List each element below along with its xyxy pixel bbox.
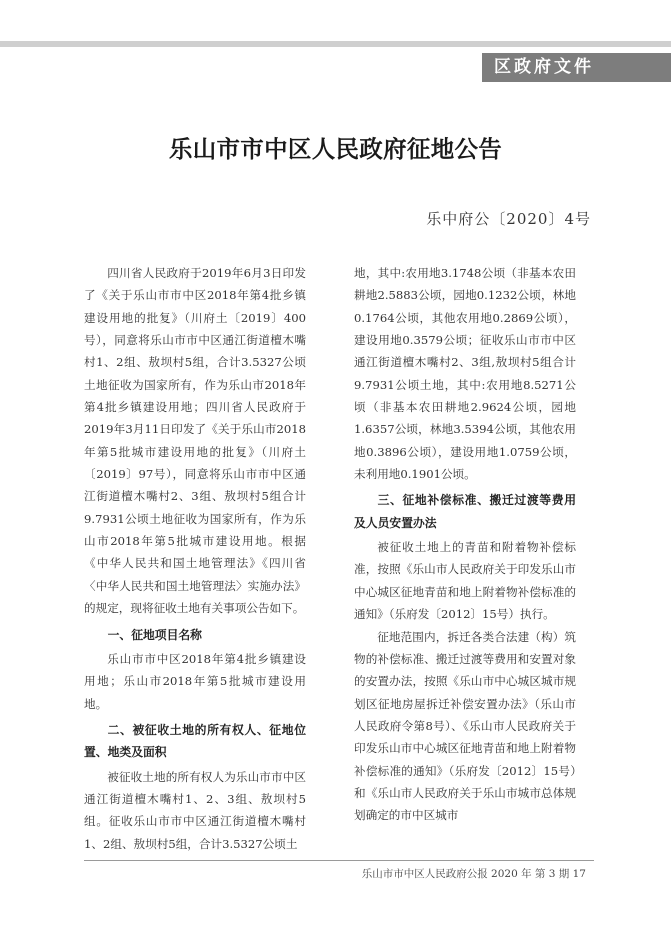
section-tab: 区政府文件 — [482, 53, 671, 82]
left-column — [84, 262, 306, 855]
document-number: 乐中府公〔2020〕4号 — [426, 210, 591, 228]
footer-text: 乐山市市中区人民政府公报 2020 年 第 3 期 17 — [361, 868, 586, 880]
section-heading: 二、被征收土地的所有权人、征地位置、地类及面积 — [84, 722, 306, 760]
paragraph: 乐山市市中区2018年第4批乡镇建设用地；乐山市2018年第5批城市建设用地。 — [84, 651, 306, 711]
header-band — [0, 41, 671, 47]
paragraph: 被征收土地上的青苗和附着物补偿标准，按照《乐山市人民政府关于印发乐山市中心城区征地青苗和地上附着物补偿标准的通知》（乐府发〔2012〕15号）执行。 — [354, 540, 576, 622]
page-title: 乐山市市中区人民政府征地公告 — [168, 135, 503, 163]
right-column — [354, 262, 576, 827]
paragraph: 四川省人民政府于2019年6月3日印发了《关于乐山市市中区2018年第4批乡镇建设用地的批复》（川府土〔2019〕400号），同意将乐山市市中区通江街道檀木嘴村1、2组、敖坝村5组，合计3.5327公顷土地征收为国家所有，作为乐山市2018年第4批乡镇建设用地；四川省人民政府于2019年3月11日印发了《关于乐山市2018年第5批城市建设用地的批复》（川府土〔2019〕97号），同意将乐山市市中区通江街道檀木嘴村2、3组、敖坝村5组合计9.7931公顷土地征收为国家所有，作为乐山市2018年第5批城市建设用地。根据《中华人民共和国土地管理法》《四川省〈中华人民共和国土地管理法〉实施办法》的规定，现将征收土地有关事项公告如下。 — [84, 266, 306, 616]
footer-divider — [84, 860, 594, 861]
paragraph: 征地范围内，拆迁各类合法建（构）筑物的补偿标准、搬迁过渡等费用和安置对象的安置办法，按照《乐山市中心城区城市规划区征地房屋拆迁补偿安置办法》（乐山市人民政府令第8号）、《乐山市人民政府关于印发乐山市中心城区征地青苗和地上附着物补偿标准的通知》（乐府发〔2012〕15号）和《乐山市人民政府关于乐山市城市总体规划确定的市中区城市 — [354, 629, 576, 823]
section-heading: 一、征地项目名称 — [107, 627, 202, 642]
section-heading: 三、征地补偿标准、搬迁过渡等费用及人员安置办法 — [354, 493, 576, 530]
paragraph: 地，其中:农用地3.1748公顷（非基本农田耕地2.5883公顷，园地0.1232公顷，林地0.1764公顷，其他农用地0.2869公顷），建设用地0.3579公顷；征收乐山市市中区通江街道檀木嘴村2、3组,敖坝村5组合计9.7931公顷土地，其中:农用地8.5271公顷（非基本农田耕地2.9624公顷，园地1.6357公顷，林地3.5394公顷，其他农用地0.3896公顷），建设用地1.0759公顷，未利用地0.1901公顷。 — [354, 266, 576, 482]
paragraph: 被征收土地的所有权人为乐山市市中区通江街道檀木嘴村1、2、3组、敖坝村5组。征收乐山市市中区通江街道檀木嘴村1、2组、敖坝村5组，合计3.5327公顷土 — [84, 769, 306, 851]
